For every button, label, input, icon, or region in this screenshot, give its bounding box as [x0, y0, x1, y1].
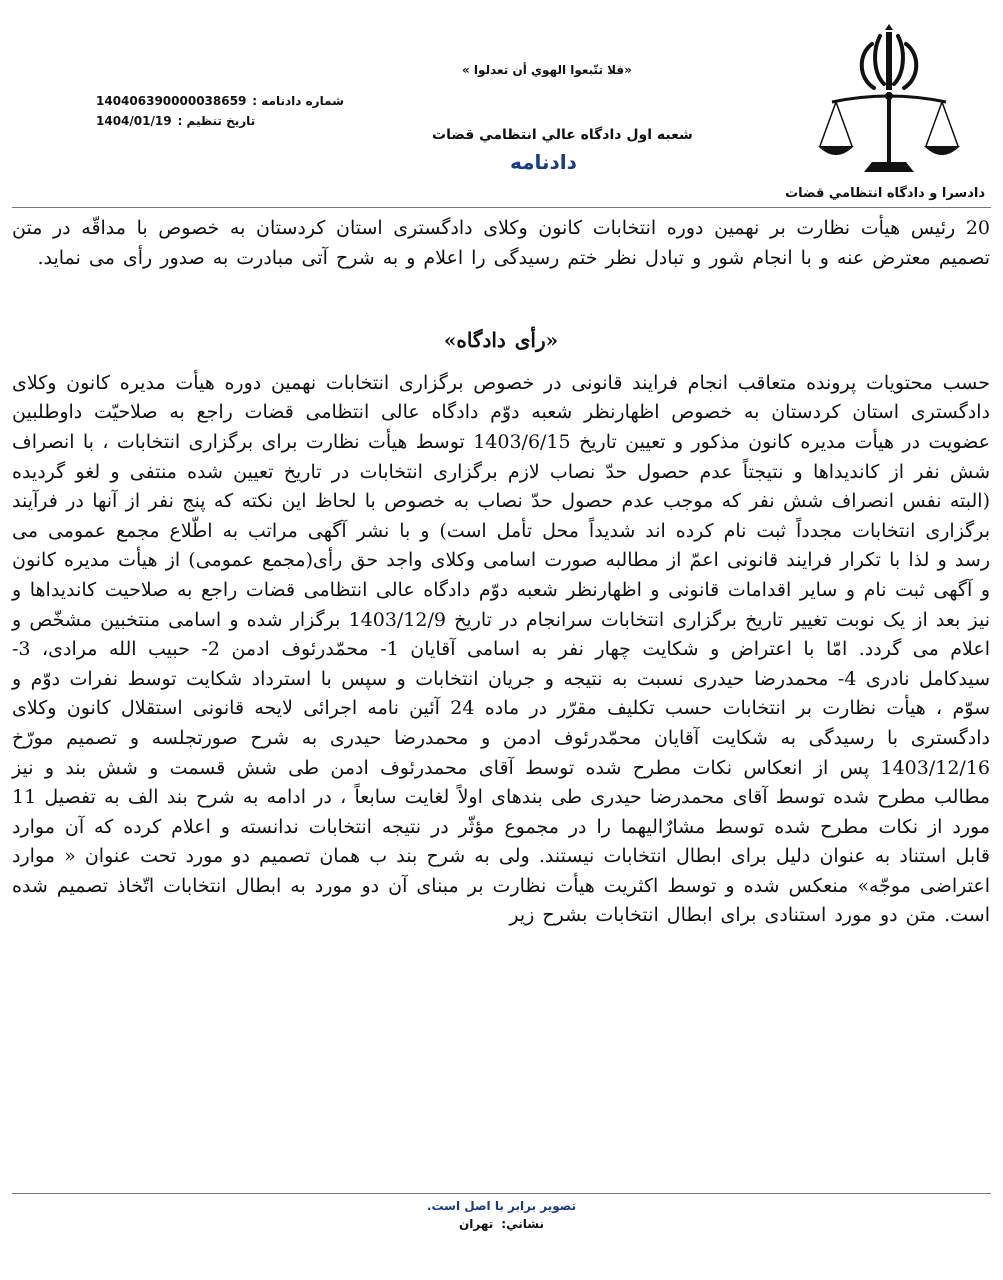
- organization-name: دادسرا و دادگاه انتظامي قضات: [785, 186, 985, 201]
- section-title: «رأی دادگاه»: [443, 328, 559, 353]
- date-row: [96, 111, 346, 131]
- footer: [0, 1197, 1003, 1233]
- address: [0, 1215, 1003, 1233]
- paragraph-gap: [12, 273, 990, 326]
- address-city: تهران: [459, 1217, 494, 1231]
- court-branch: شعبه اول دادگاه عالي انتظامي قضات: [432, 127, 693, 143]
- footer-divider: [12, 1193, 991, 1194]
- verdict-paragraph: حسب محتویات پرونده متعاقب انجام فرایند قانونی در خصوص برگزاری انتخابات نهمین دوره هیأت مدیره کانون وکلای دادگستری استان کردستان به خصوص اظهارنظر شعبه دوّم دادگاه عالی انتظامی قضات راجع به صلاحیّت داوطلبین عضویت در هیأت مدیره کانون مذکور و تعیین تاریخ 1403/6/15 توسط هیأت نظارت برای برگزاری انتخابات ، با انصراف شش نفر از کاندیداها و نتیجتاً عدم حصول حدّ نصاب لازم برگزاری انتخابات در تاریخ تعیین شده منتفی و لغو گردیده (البته نفس انصراف شش نفر که موجب عدم حصول حدّ نصاب به خصوص با لحاظ این نکته که پنج نفر از آنها در فرآیند برگزاری انتخابات مجدداً ثبت نام کرده اند شدیداً محل تأمل است) و با نشر آگهی مراتب به اطّلاع مجمع عمومی می رسد و لذا با تکرار فرایند قانونی اعمّ از مطالبه صورت اسامی وکلای واجد حق رأی(مجمع عمومی) از هیأت مدیره کانون و آگهی ثبت نام و سایر اقدامات قانونی و اظهارنظر شعبه دوّم دادگاه عالی انتظامی قضات راجع به صلاحیت کاندیداها و نیز بعد از یک نوبت تغییر تاریخ برگزاری انتخابات سرانجام در تاریخ 1403/12/9 برگزار شده و اسامی منتخبین مشخّص و اعلام می گردد. امّا با اعتراض و شکایت چهار نفر به اسامی آقایان 1- محمّدرئوف ادمن 2- حبیب الله مرادی، 3-سیدکامل نادری 4- محمدرضا حیدری نسبت به نتیجه و جریان انتخابات و سپس با استرداد شکایت توسط نفرات دوّم و سوّم ، هیأت نظارت بر انتخابات حسب تکلیف مقرّر در ماده 24 آئین نامه اجرائی لایحه قانونی استقلال کانون وکلای دادگستری با رسیدگی به شکایت آقایان محمّدرئوف ادمن و محمدرضا حیدری به شرح صورتجلسه و تصمیم مورّخ 1403/12/16 پس از انعکاس نکات مطرح شده توسط آقای محمدرئوف ادمن طی شش قسمت و شش بند و نیز مطالب مطرح شده توسط آقای محمدرضا حیدری طی بندهای اولاً لغایت سابعاً ، در ادامه به شرح بند الف به تفصیل 11 مورد از نکات مطرح شده توسط مشارٌالیهما را در مجموع مؤثّر در نتیجه انتخابات ندانسته و اعلام کرده که آن موارد قابل استناد به عنوان دلیل برای ابطال انتخابات نیستند. ولی به شرح بند ب همان تصمیم دو مورد تحت عنوان « موارد اعتراضی موجّه» منعکس شده و توسط اکثریت هیأت نظارت بر مبنای آن دو مورد به ابطال انتخابات اتّخاذ تصمیم شده است. متن دو مورد استنادی برای ابطال انتخابات بشرح زیر: [12, 371, 991, 927]
- document-body: [12, 214, 990, 931]
- certification-note: تصویر برابر با اصل است.: [426, 1199, 577, 1213]
- verdict-number-label: شماره دادنامه :: [252, 94, 344, 108]
- verdict-number-row: [96, 91, 346, 111]
- header-divider: [12, 207, 991, 208]
- document-title: دادنامه: [510, 150, 577, 174]
- intro-paragraph: 20 رئیس هیأت نظارت بر نهمین دوره انتخابات کانون وکلای دادگستری استان کردستان به خصوص با مداقّه در متن تصمیم معترض عنه و با انجام شور و تبادل نظر ختم رسیدگی را اعلام و به شرح آتی مبادرت به صدور رأی می نماید.: [12, 217, 990, 269]
- quran-verse: «فلا تتّبعوا الهوي أن تعدلوا »: [462, 63, 632, 77]
- address-label: نشاني:: [501, 1217, 544, 1231]
- date-value: 1404/01/19: [96, 114, 172, 128]
- document-metadata: [96, 91, 346, 131]
- scales-of-justice-icon: [814, 22, 964, 182]
- verdict-number: 140406390000038659: [96, 94, 247, 108]
- date-label: تاریخ تنظیم :: [177, 114, 256, 128]
- judiciary-emblem: [789, 22, 989, 207]
